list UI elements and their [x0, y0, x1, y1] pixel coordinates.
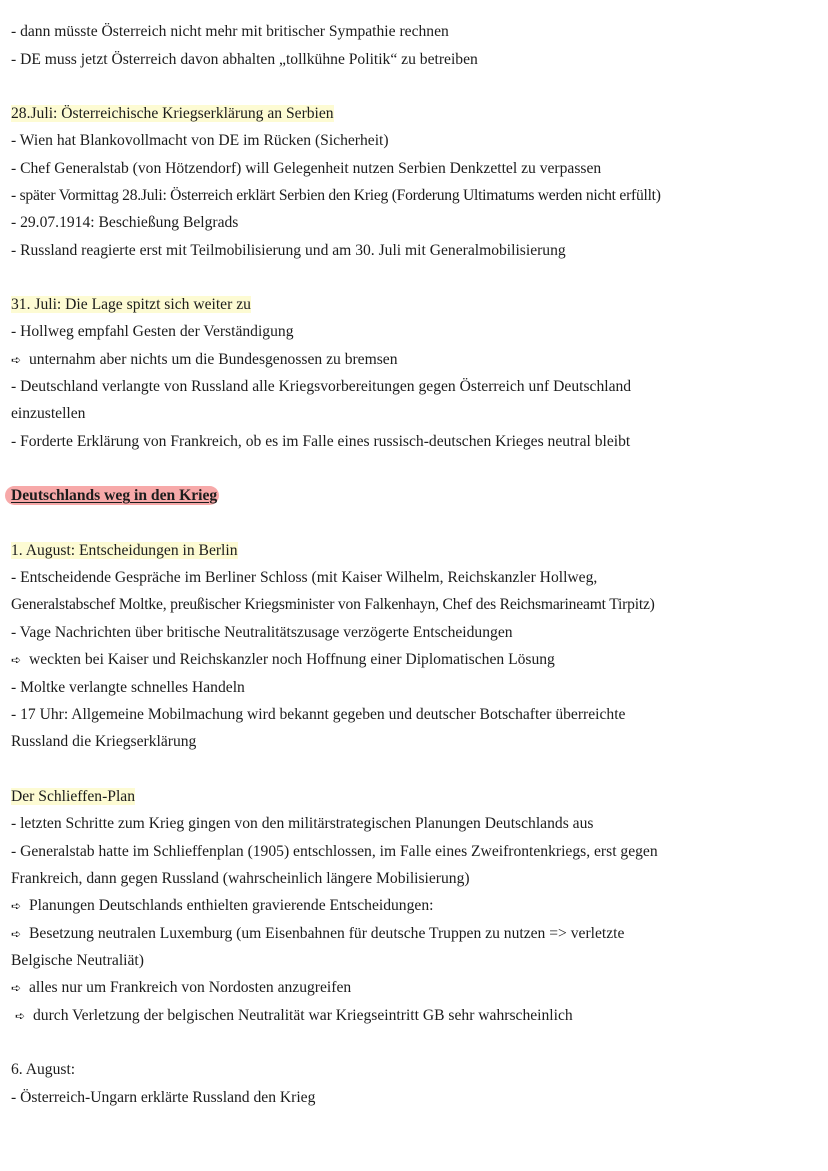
text-line: - 17 Uhr: Allgemeine Mobilmachung wird bekannt gegeben und deutscher Botschafter überreichte	[11, 706, 626, 723]
arrow-icon: ➪	[11, 899, 22, 913]
arrow-line	[11, 924, 624, 944]
text-line: Belgische Neutraliät)	[11, 952, 144, 969]
heading-28-juli	[11, 104, 334, 124]
arrow-icon: ➪	[11, 927, 22, 941]
arrow-icon: ➪	[11, 353, 22, 367]
arrow-line	[11, 650, 555, 670]
text-line: Frankreich, dann gegen Russland (wahrscheinlich längere Mobilisierung)	[11, 870, 470, 887]
highlighted-section-title: Deutschlands weg in den Krieg	[5, 486, 219, 505]
text-line: - dann müsste Österreich nicht mehr mit britischer Sympathie rechnen	[11, 23, 449, 40]
text-line: Generalstabschef Moltke, preußischer Kriegsminister von Falkenhayn, Chef des Reichsmarineamt Tirpitz)	[11, 596, 655, 613]
section-title	[11, 486, 219, 506]
arrow-line	[11, 978, 351, 998]
heading-6-august: 6. August:	[11, 1061, 76, 1078]
arrow-icon: ➪	[15, 1009, 26, 1023]
text-line: Russland die Kriegserklärung	[11, 733, 197, 750]
text-line: - Österreich-Ungarn erklärte Russland den Krieg	[11, 1089, 316, 1106]
heading-schlieffen-plan	[11, 787, 135, 807]
text-line: - Forderte Erklärung von Frankreich, ob es im Falle eines russisch-deutschen Krieges neutral bleibt	[11, 433, 631, 450]
arrow-line	[11, 896, 433, 916]
text-line: - Moltke verlangte schnelles Handeln	[11, 679, 245, 696]
highlighted-heading: 28.Juli: Österreichische Kriegserklärung an Serbien	[11, 105, 334, 122]
arrow-icon: ➪	[11, 981, 22, 995]
heading-1-august	[11, 541, 238, 561]
arrow-line-text: unternahm aber nichts um die Bundesgenossen zu bremsen	[29, 351, 398, 368]
text-line: - Hollweg empfahl Gesten der Verständigung	[11, 323, 294, 340]
text-line: - Chef Generalstab (von Hötzendorf) will Gelegenheit nutzen Serbien Denkzettel zu verpassen	[11, 160, 602, 177]
text-line: einzustellen	[11, 405, 86, 422]
text-line: - Entscheidende Gespräche im Berliner Schloss (mit Kaiser Wilhelm, Reichskanzler Hollweg,	[11, 569, 598, 586]
arrow-line-text: durch Verletzung der belgischen Neutralität war Kriegseintritt GB sehr wahrscheinlich	[33, 1007, 573, 1024]
text-line: - später Vormittag 28.Juli: Österreich erklärt Serbien den Krieg (Forderung Ultimatums werden nicht erfüllt)	[11, 187, 661, 204]
arrow-line-text: weckten bei Kaiser und Reichskanzler noch Hoffnung einer Diplomatischen Lösung	[29, 651, 555, 668]
arrow-line-text: Besetzung neutralen Luxemburg (um Eisenbahnen für deutsche Truppen zu nutzen => verletzte	[29, 925, 625, 942]
text-line: - Russland reagierte erst mit Teilmobilisierung und am 30. Juli mit Generalmobilisierung	[11, 242, 566, 259]
highlighted-heading: 1. August: Entscheidungen in Berlin	[11, 542, 238, 559]
text-line: - DE muss jetzt Österreich davon abhalten „tollkühne Politik“ zu betreiben	[11, 51, 478, 68]
arrow-line	[11, 350, 398, 370]
highlighted-heading: Der Schlieffen-Plan	[11, 788, 135, 805]
text-line: - Vage Nachrichten über britische Neutralitätszusage verzögerte Entscheidungen	[11, 624, 513, 641]
highlighted-heading: 31. Juli: Die Lage spitzt sich weiter zu	[11, 296, 251, 313]
text-line: - letzten Schritte zum Krieg gingen von den militärstrategischen Planungen Deutschlands aus	[11, 815, 594, 832]
arrow-icon: ➪	[11, 653, 22, 667]
heading-31-juli	[11, 295, 251, 315]
text-line: - Deutschland verlangte von Russland alle Kriegsvorbereitungen gegen Österreich unf Deutschland	[11, 378, 632, 395]
text-line: - 29.07.1914: Beschießung Belgrads	[11, 214, 239, 231]
text-line: - Wien hat Blankovollmacht von DE im Rücken (Sicherheit)	[11, 132, 389, 149]
arrow-line	[15, 1006, 573, 1026]
text-line: - Generalstab hatte im Schlieffenplan (1905) entschlossen, im Falle eines Zweifrontenkriegs, erst gegen	[11, 843, 658, 860]
arrow-line-text: Planungen Deutschlands enthielten gravierende Entscheidungen:	[29, 897, 434, 914]
arrow-line-text: alles nur um Frankreich von Nordosten anzugreifen	[29, 979, 352, 996]
